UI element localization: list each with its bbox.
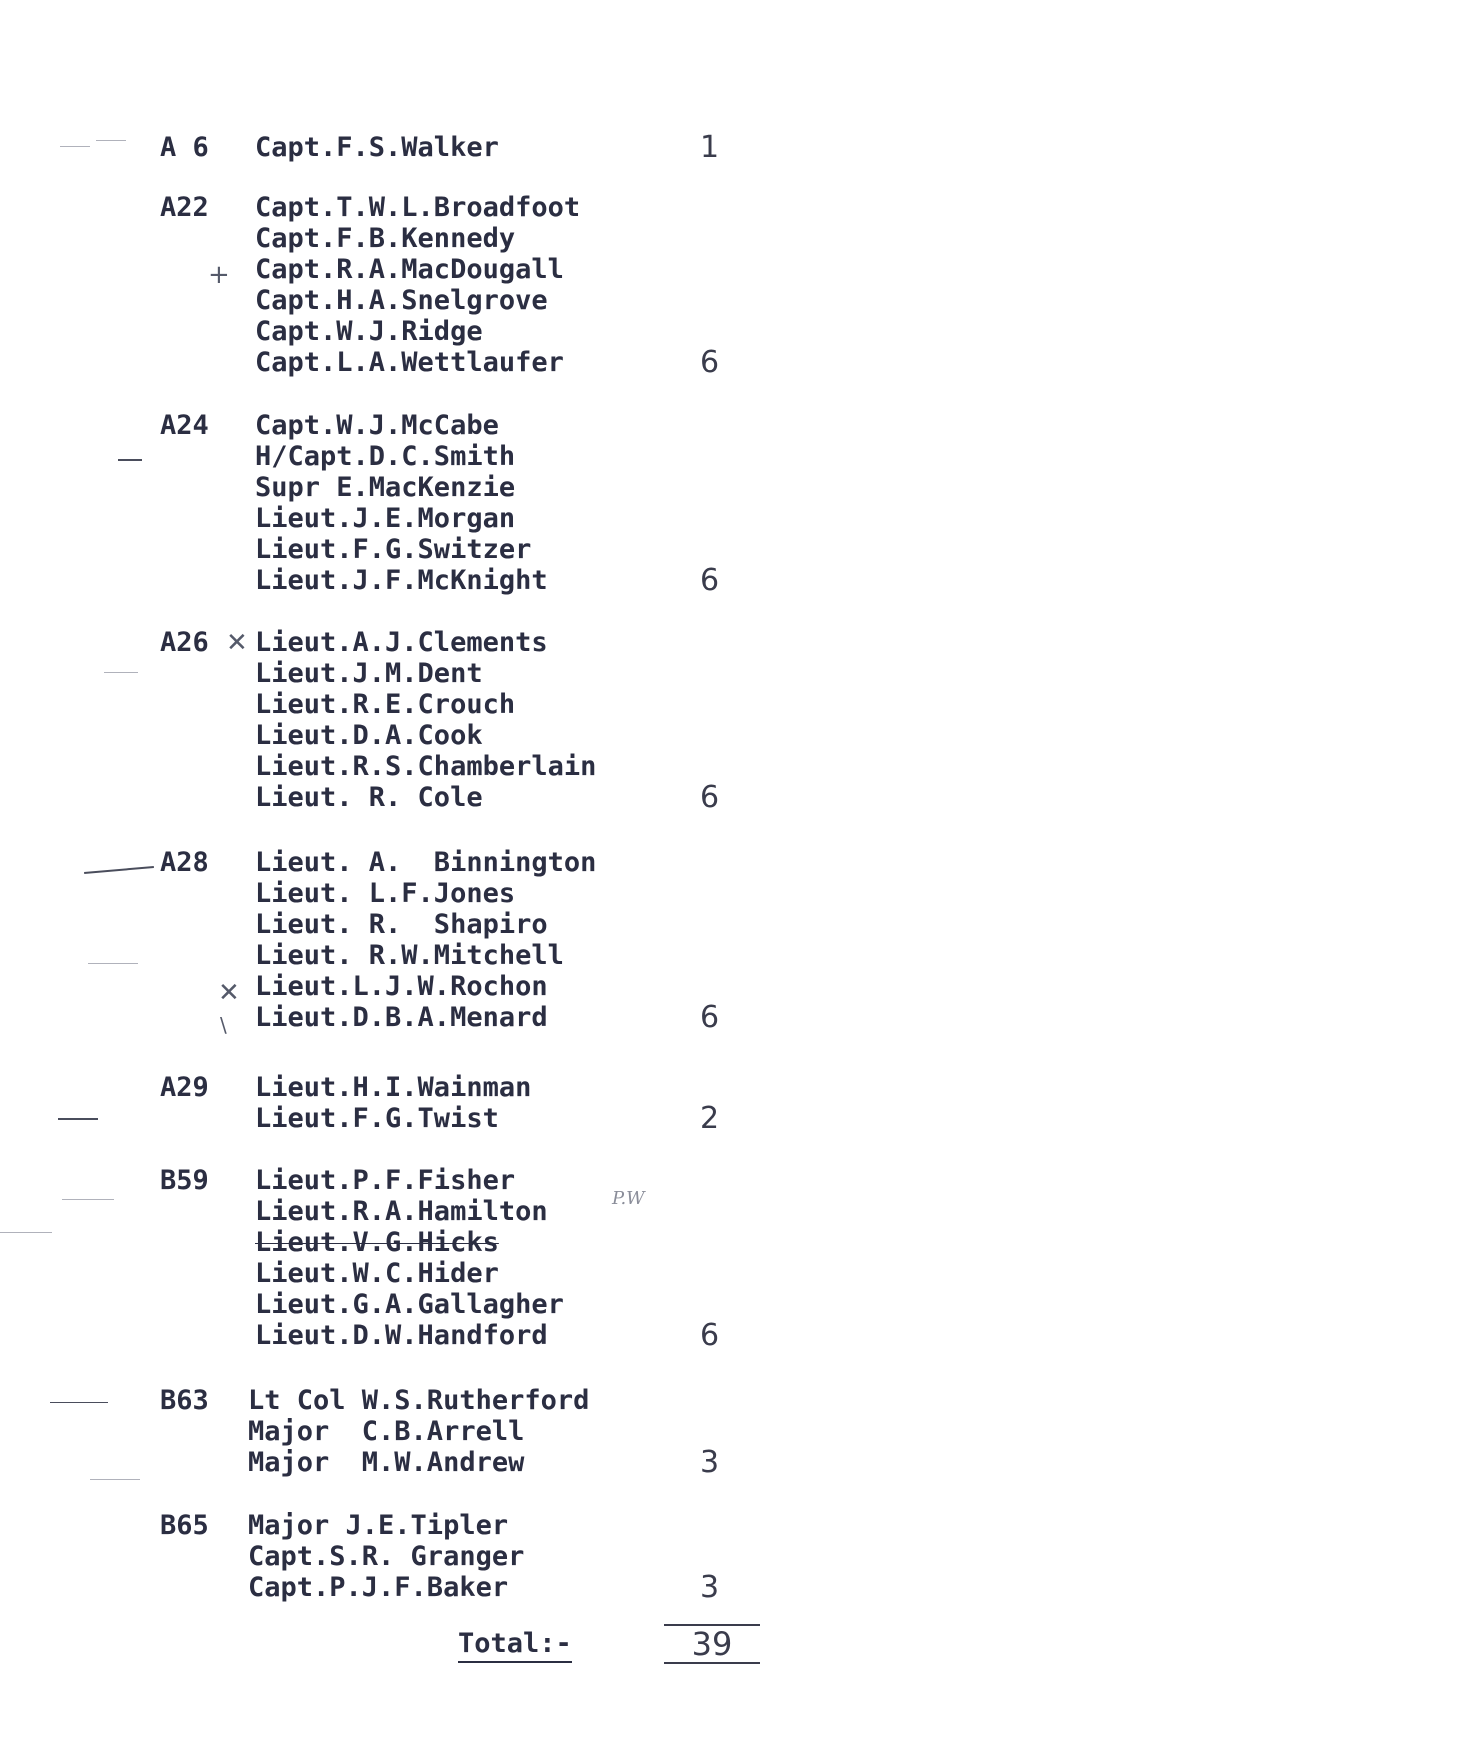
name-list — [255, 410, 725, 596]
name-entry: Capt.S.R. Granger — [248, 1541, 525, 1572]
group-count: 6 — [700, 780, 720, 815]
group-count: 6 — [700, 1000, 720, 1035]
pencil-dash — [0, 1232, 52, 1233]
name-entry: Lieut.R.E.Crouch — [255, 689, 516, 720]
group-count: 6 — [700, 563, 720, 598]
name-entry: Lieut. L.F.Jones — [255, 878, 516, 909]
name-entry: Lieut.G.A.Gallagher — [255, 1289, 564, 1320]
name-list — [255, 1072, 725, 1134]
pencil-dash — [62, 1199, 114, 1200]
pencil-dash — [104, 672, 138, 673]
name-entry: Lieut.J.E.Morgan — [255, 503, 516, 534]
name-entry: Lieut.R.A.Hamilton — [255, 1196, 548, 1227]
group-code: A 6 — [160, 132, 209, 163]
group-code: A22 — [160, 192, 209, 223]
pencil-dash — [84, 866, 154, 874]
name-entry: Major C.B.Arrell — [248, 1416, 525, 1447]
name-entry: Lieut.J.F.McKnight — [255, 565, 548, 596]
name-entry: Lieut.D.B.A.Menard — [255, 1002, 548, 1033]
name-entry: Lieut.P.F.Fisher — [255, 1165, 516, 1196]
name-list — [248, 1385, 718, 1478]
name-entry: Lt Col W.S.Rutherford — [248, 1385, 590, 1416]
total-value: 39 — [664, 1624, 760, 1664]
name-entry: Capt.F.B.Kennedy — [255, 223, 516, 254]
pencil-dash — [60, 146, 90, 147]
name-entry: Lieut. R. Shapiro — [255, 909, 548, 940]
total-label: Total:- — [458, 1628, 572, 1663]
group-count: 2 — [700, 1101, 720, 1136]
name-entry: Capt.W.J.Ridge — [255, 316, 483, 347]
name-entry: Lieut.L.J.W.Rochon — [255, 971, 548, 1002]
pencil-dash — [88, 963, 138, 964]
name-entry: Supr E.MacKenzie — [255, 472, 516, 503]
name-entry: Lieut.D.A.Cook — [255, 720, 483, 751]
group-code: B63 — [160, 1385, 209, 1416]
name-list — [255, 847, 725, 1033]
group-code: A24 — [160, 410, 209, 441]
name-list — [255, 1165, 725, 1351]
name-entry: Capt.P.J.F.Baker — [248, 1572, 509, 1603]
pencil-dash — [118, 459, 142, 461]
name-entry: Lieut. R.W.Mitchell — [255, 940, 564, 971]
name-list — [255, 192, 725, 378]
name-list — [255, 627, 725, 813]
group-code: B65 — [160, 1510, 209, 1541]
group-code: A28 — [160, 847, 209, 878]
name-entry: Lieut.F.G.Twist — [255, 1103, 499, 1134]
name-entry: Lieut.D.W.Handford — [255, 1320, 548, 1351]
group-code: A26 — [160, 627, 209, 658]
handwritten-annotation: P.W — [612, 1188, 645, 1209]
name-entry: Capt.W.J.McCabe — [255, 410, 499, 441]
name-entry: Capt.F.S.Walker — [255, 132, 499, 163]
cross-mark-icon: ✕ — [226, 628, 248, 658]
name-entry: Lieut.A.J.Clements — [255, 627, 548, 658]
group-count: 6 — [700, 1318, 720, 1353]
group-count: 3 — [700, 1445, 720, 1480]
name-entry: Capt.L.A.Wettlaufer — [255, 347, 564, 378]
name-entry: Lieut.W.C.Hider — [255, 1258, 499, 1289]
name-entry: Major J.E.Tipler — [248, 1510, 509, 1541]
name-entry: Capt.H.A.Snelgrove — [255, 285, 548, 316]
pencil-dash — [58, 1118, 98, 1120]
name-entry: Lieut.H.I.Wainman — [255, 1072, 532, 1103]
name-entry: Lieut. A. Binnington — [255, 847, 597, 878]
pencil-dash — [50, 1402, 108, 1403]
name-list — [248, 1510, 718, 1603]
name-entry: Major M.W.Andrew — [248, 1447, 525, 1478]
plus-mark-icon: + — [208, 260, 230, 290]
name-entry: Capt.T.W.L.Broadfoot — [255, 192, 581, 223]
name-entry: Lieut. R. Cole — [255, 782, 483, 813]
name-list — [255, 132, 725, 163]
name-entry-struck: Lieut.V.G.Hicks — [255, 1227, 499, 1258]
cross-mark-icon: ✕ — [218, 978, 240, 1008]
group-count: 1 — [700, 130, 720, 165]
group-count: 6 — [700, 345, 720, 380]
pencil-dash — [96, 140, 126, 141]
group-count: 3 — [700, 1570, 720, 1605]
group-code: A29 — [160, 1072, 209, 1103]
name-entry: Capt.R.A.MacDougall — [255, 254, 564, 285]
name-entry: H/Capt.D.C.Smith — [255, 441, 516, 472]
name-entry: Lieut.R.S.Chamberlain — [255, 751, 597, 782]
name-entry: Lieut.J.M.Dent — [255, 658, 483, 689]
name-entry: Lieut.F.G.Switzer — [255, 534, 532, 565]
pencil-dash — [90, 1479, 140, 1480]
group-code: B59 — [160, 1165, 209, 1196]
tick-mark-icon: \ — [220, 1013, 227, 1037]
